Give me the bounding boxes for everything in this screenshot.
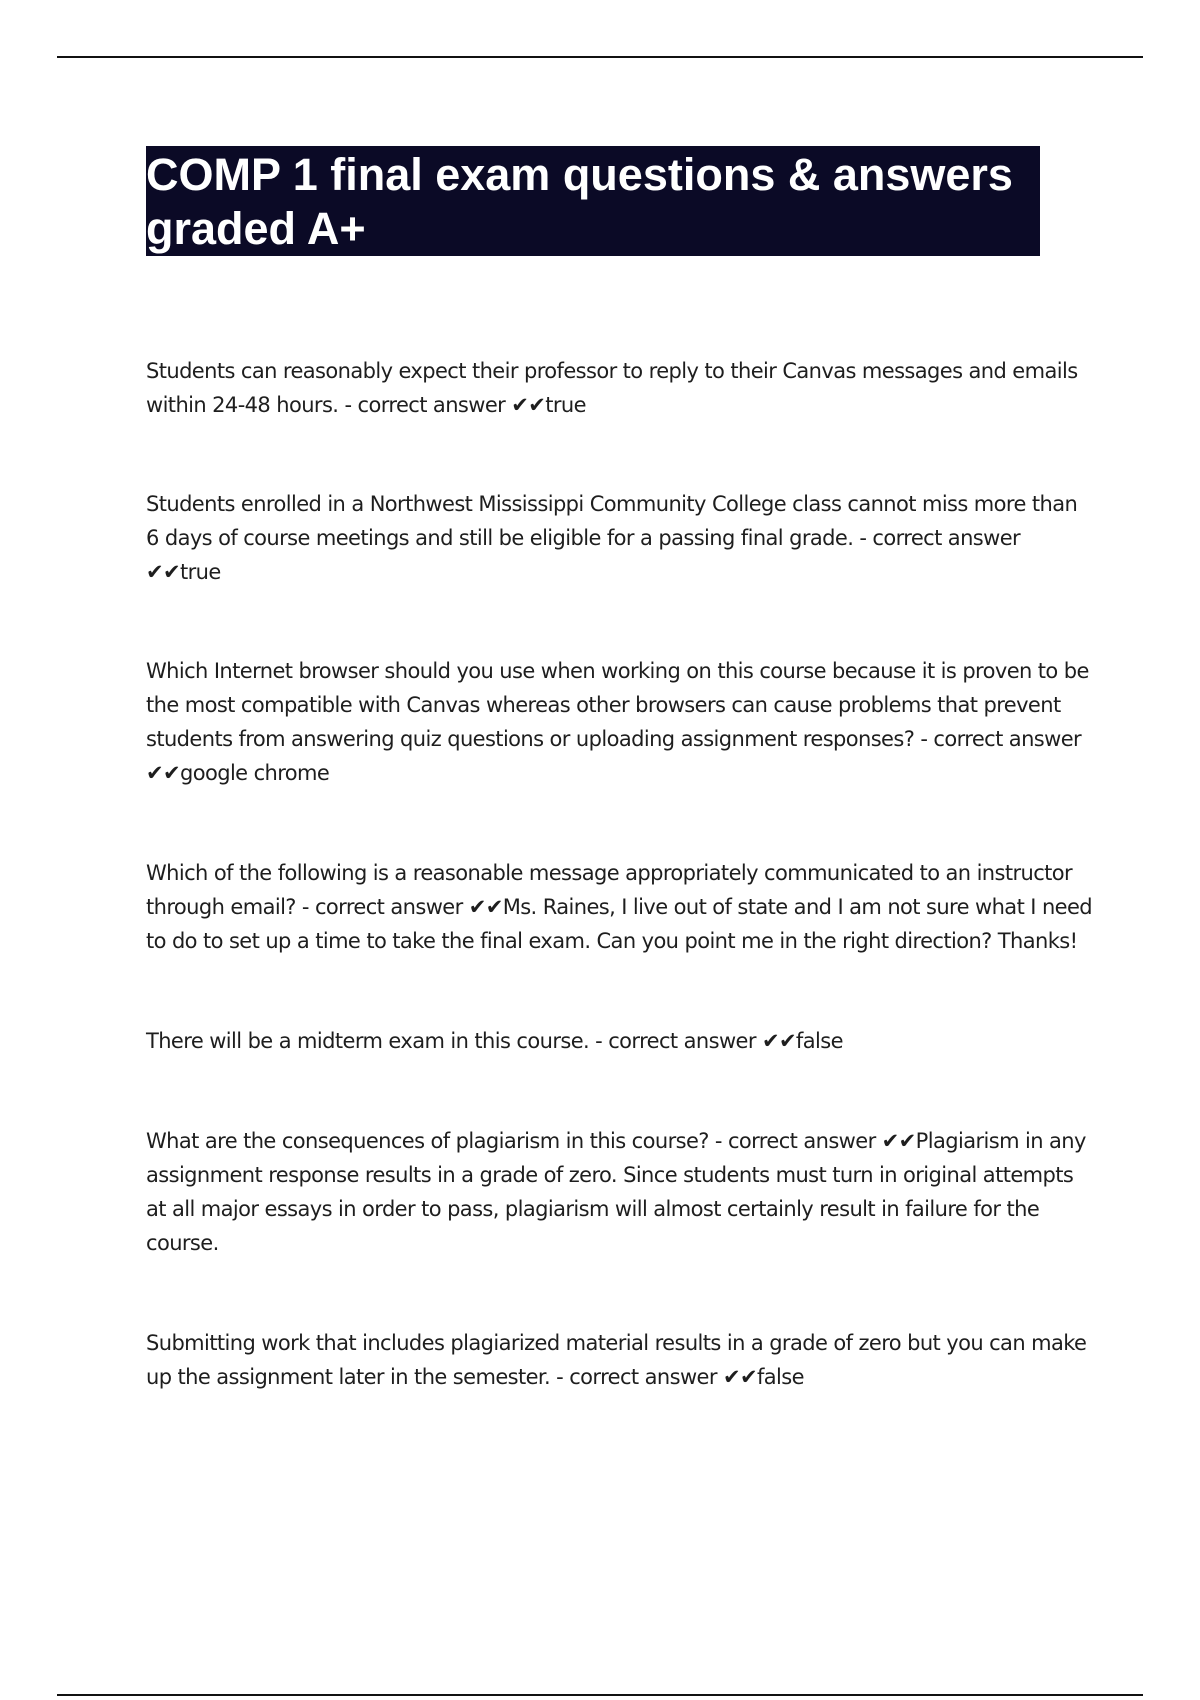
bottom-rule [57, 1694, 1143, 1696]
qa-item-5: There will be a midterm exam in this course. - correct answer ✔✔false [146, 1029, 843, 1053]
qa-item-6: What are the consequences of plagiarism in this course? - correct answer ✔✔Plagiarism in any assignment response results in a grade of zero. Since students must turn in original attempts at all major essays in order to pass, plagiarism will almost certainly result in failure for the course. [146, 1129, 1086, 1255]
qa-item-3: Which Internet browser should you use when working on this course because it is proven to be the most compatible with Canvas whereas other browsers can cause problems that prevent students from answering quiz questions or uploading assignment responses? - correct answer ✔✔google chrome [146, 659, 1089, 785]
document-title: COMP 1 final exam questions & answers graded A+ [146, 149, 1013, 254]
qa-list [146, 354, 1096, 1394]
qa-item-2: Students enrolled in a Northwest Mississippi Community College class cannot miss more than 6 days of course meetings and still be eligible for a passing final grade. - correct answer ✔✔true [146, 492, 1078, 584]
title-banner [146, 146, 1040, 256]
qa-item-7: Submitting work that includes plagiarized material results in a grade of zero but you can make up the assignment later in the semester. - correct answer ✔✔false [146, 1331, 1087, 1389]
qa-item-1: Students can reasonably expect their professor to reply to their Canvas messages and emails within 24-48 hours. - correct answer ✔✔true [146, 359, 1078, 417]
qa-item-4: Which of the following is a reasonable message appropriately communicated to an instructor through email? - correct answer ✔✔Ms. Raines, I live out of state and I am not sure what I need to do to set up a time to take the final exam. Can you point me in the right direction? Thanks! [146, 861, 1093, 953]
top-rule [57, 56, 1143, 58]
